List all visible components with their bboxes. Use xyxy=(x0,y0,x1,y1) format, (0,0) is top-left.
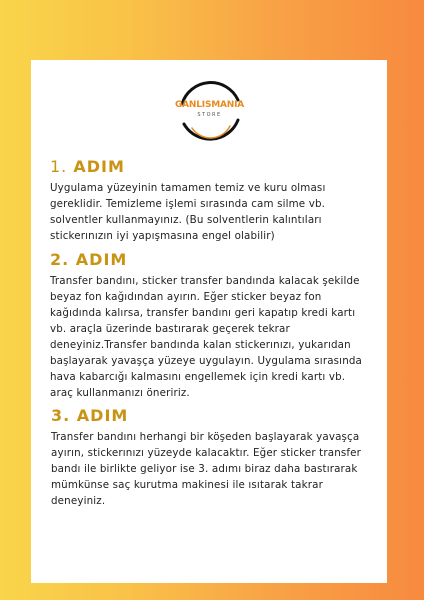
step-2-label: ADIM xyxy=(75,250,128,269)
step-3-label: ADIM xyxy=(76,406,129,425)
instruction-card xyxy=(31,60,387,583)
logo-name: GANLISMANIA xyxy=(174,100,245,110)
store-logo xyxy=(168,70,252,154)
step-3-number: 3. xyxy=(51,406,71,425)
step-1-label: ADIM xyxy=(73,157,125,176)
step-2 xyxy=(50,251,369,401)
step-3 xyxy=(50,407,369,509)
step-2-number: 2. xyxy=(50,250,70,269)
step-1-heading xyxy=(50,158,369,176)
step-3-text: Transfer bandını herhangi bir köşeden başlayarak yavaşça ayırın, stickerınızı yüzeyde kalacaktır. Eğer sticker transfer bandı ile birlikte geliyor ise 3. adımı biraz daha bastırarak mümkünse saç kurutma makinesi ile ısıtarak takrar deneyiniz. xyxy=(51,431,362,507)
step-1-text: Uygulama yüzeyinin tamamen temiz ve kuru olması gereklidir. Temizleme işlemi sırasında cam silme vb. solventler kullanmayınız. (Bu solventlerin kalıntıları stickerınızın iyi yapışmasına engel olabilir) xyxy=(50,182,326,242)
step-2-text: Transfer bandını, sticker transfer bandında kalacak şekilde beyaz fon kağıdından ayırın. Eğer sticker beyaz fon kağıdında kalırsa, transfer bandını geri kapatıp kredi kartı vb. araçla üzerinde bastırarak geçerek tekrar deneyiniz.Transfer bandında kalan stickerınızı, yukarıdan başlayarak yavaşça yüzeye uygulayın. Uygulama sırasında hava kabarcığı kalmasını engellemek için kredi kartı vb. araç kullanmanızı öneririz. xyxy=(50,275,363,399)
step-1-number: 1. xyxy=(50,157,68,176)
step-3-heading xyxy=(51,407,369,425)
step-1 xyxy=(50,158,369,244)
logo-sub: STORE xyxy=(197,112,222,118)
step-2-heading xyxy=(50,251,369,269)
